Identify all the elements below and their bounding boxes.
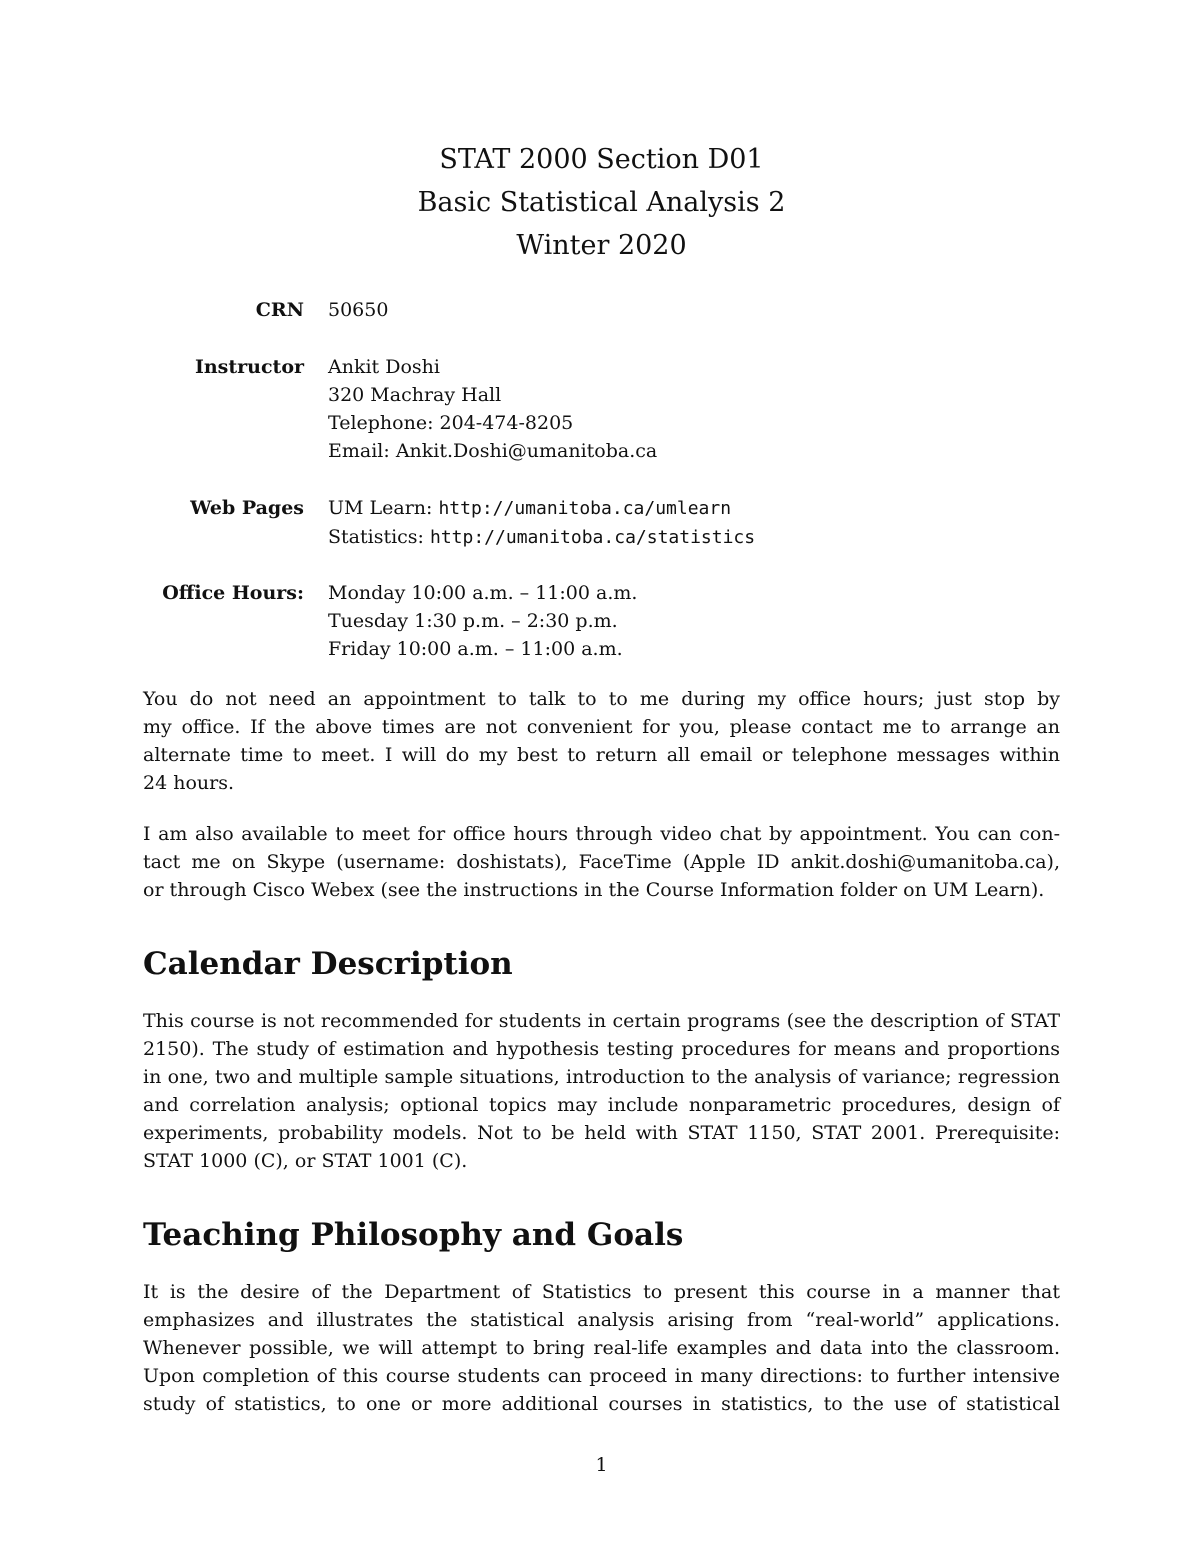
instructor-name: Ankit Doshi (328, 356, 440, 378)
paragraph-line: Whenever possible, we will attempt to bring real-life examples and data into the classroom. (143, 1337, 1060, 1359)
instructor-details (328, 353, 657, 465)
paragraph-line: I am also available to meet for office hours through video chat by appointment. You can con- (143, 823, 1060, 845)
course-title-block (143, 138, 1060, 267)
paragraph-line: in one, two and multiple sample situations, introduction to the analysis of variance; regression (143, 1066, 1060, 1088)
course-subtitle: Basic Statistical Analysis 2 (417, 187, 786, 218)
paragraph-line: emphasizes and illustrates the statistical analysis arising from “real-world” applications. (143, 1309, 1060, 1331)
paragraph-line: tact me on Skype (username: doshistats), FaceTime (Apple ID ankit.doshi@umanitoba.ca), (143, 851, 1060, 873)
paragraph-line: study of statistics, to one or more additional courses in statistics, to the use of statistical (143, 1393, 1060, 1415)
teaching-philosophy-paragraph (143, 1278, 1060, 1418)
instructor-label: Instructor (194, 356, 304, 378)
paragraph-line: my office. If the above times are not convenient for you, please contact me to arrange an (143, 716, 1060, 738)
paragraph-line: experiments, probability models. Not to be held with STAT 1150, STAT 2001. Prerequisite: (143, 1122, 1060, 1144)
umlearn-prefix: UM Learn: (328, 497, 439, 519)
paragraph-line: You do not need an appointment to talk to to me during my office hours; just stop by (143, 688, 1060, 710)
paragraph-line: 2150). The study of estimation and hypothesis testing procedures for means and proportions (143, 1038, 1060, 1060)
statistics-prefix: Statistics: (328, 526, 430, 548)
web-pages-details (328, 494, 755, 552)
instructor-email-link[interactable]: Ankit.Doshi@umanitoba.ca (395, 440, 658, 462)
calendar-description-paragraph (143, 1007, 1060, 1175)
course-term: Winter 2020 (516, 230, 687, 261)
crn-label: CRN (255, 299, 304, 321)
statistics-line (328, 523, 755, 552)
office-hours-monday: Monday 10:00 a.m. – 11:00 a.m. (328, 582, 638, 604)
paragraph-line: and correlation analysis; optional topics may include nonparametric procedures, design of (143, 1094, 1060, 1116)
umlearn-line (328, 494, 755, 523)
paragraph-line: STAT 1000 (C), or STAT 1001 (C). (143, 1150, 468, 1172)
appointment-paragraph (143, 685, 1060, 797)
crn-value: 50650 (328, 299, 389, 321)
teaching-philosophy-heading: Teaching Philosophy and Goals (143, 1217, 684, 1253)
web-pages-label: Web Pages (190, 497, 304, 519)
office-hours-friday: Friday 10:00 a.m. – 11:00 a.m. (328, 638, 623, 660)
paragraph-line: It is the desire of the Department of Statistics to present this course in a manner that (143, 1281, 1060, 1303)
instructor-email-line (328, 437, 657, 465)
office-hours-tuesday: Tuesday 1:30 p.m. – 2:30 p.m. (328, 610, 618, 632)
paragraph-line: alternate time to meet. I will do my best to return all email or telephone messages within (143, 744, 1060, 766)
course-title: STAT 2000 Section D01 (439, 144, 764, 175)
paragraph-line: This course is not recommended for students in certain programs (see the description of STAT (143, 1010, 1060, 1032)
instructor-telephone: Telephone: 204-474-8205 (328, 412, 574, 434)
umlearn-link[interactable]: http://umanitoba.ca/umlearn (438, 498, 732, 519)
page-number: 1 (595, 1454, 608, 1476)
office-hours-list (328, 579, 637, 663)
video-chat-paragraph (143, 820, 1060, 904)
paragraph-line: or through Cisco Webex (see the instructions in the Course Information folder on UM Learn). (143, 879, 1045, 901)
email-prefix: Email: (328, 440, 396, 462)
office-hours-label: Office Hours: (162, 582, 304, 604)
paragraph-line: Upon completion of this course students can proceed in many directions: to further intensive (143, 1365, 1060, 1387)
calendar-description-heading: Calendar Description (143, 946, 513, 982)
paragraph-line: 24 hours. (143, 772, 235, 794)
instructor-office: 320 Machray Hall (328, 384, 502, 406)
statistics-link[interactable]: http://umanitoba.ca/statistics (430, 527, 756, 548)
